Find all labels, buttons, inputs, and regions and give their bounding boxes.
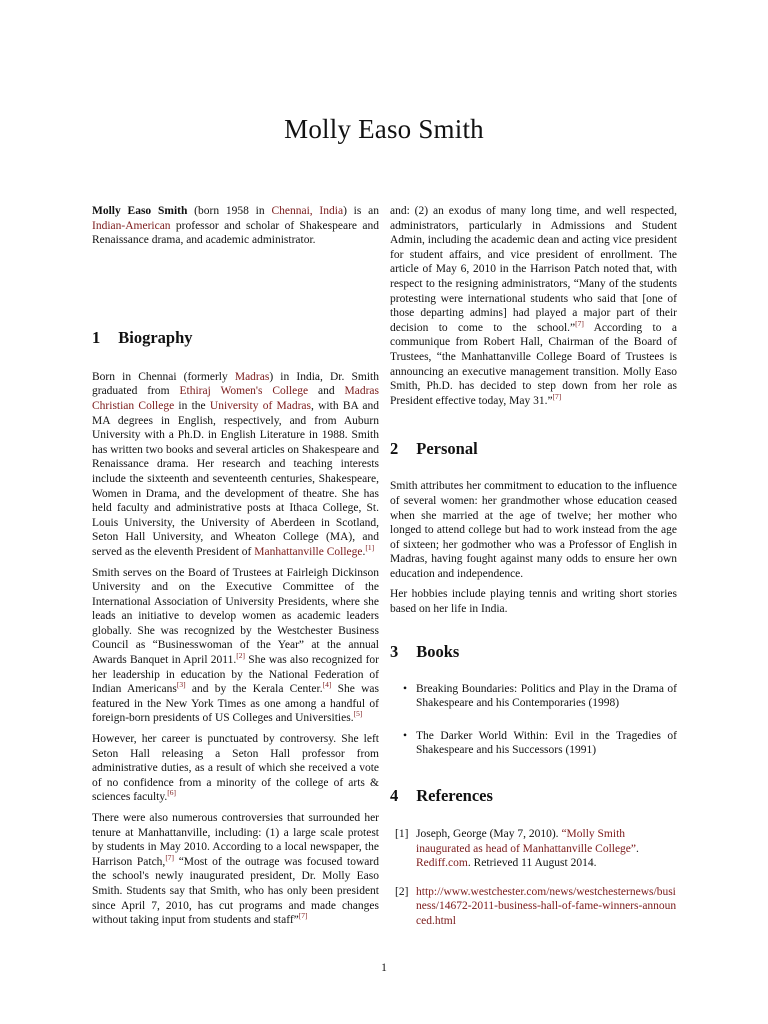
section-title: Biography xyxy=(118,327,193,347)
reference-number: [2] xyxy=(395,885,409,898)
intro-text: ) is an xyxy=(343,205,380,217)
left-column xyxy=(92,204,379,934)
book-title: Breaking Boundaries: Politics and Play in the Drama of Shakespeare and his Contemporaries (1998) xyxy=(416,682,677,710)
section-heading-personal xyxy=(390,439,677,459)
citation-link[interactable]: [1] xyxy=(365,543,375,553)
reference-text: Joseph, George (May 7, 2010). xyxy=(416,828,562,841)
section-number: 4 xyxy=(390,786,399,806)
biography-paragraph-4 xyxy=(92,811,379,928)
intro-text: professor and scholar of Shakespeare and Renaissance drama, and academic administrator. xyxy=(92,219,379,247)
books-list xyxy=(390,682,677,758)
section-number: 3 xyxy=(390,641,399,661)
link-madras-christian-college[interactable]: Madras Christian College xyxy=(92,385,379,412)
intro-text: (born 1958 in xyxy=(187,205,272,217)
paragraph-text: ) in India, Dr. Smith graduated from xyxy=(92,370,379,398)
citation-link[interactable]: [5] xyxy=(353,709,363,719)
section-title: References xyxy=(416,786,493,806)
page-title: Molly Easo Smith xyxy=(284,114,484,144)
book-item xyxy=(390,682,677,711)
citation-link[interactable]: [7] xyxy=(165,852,175,862)
reference-url-link[interactable]: http://www.westchester.com/news/westchesternews/business/14672-2011-business-hall-of-fame-winners-announced.html xyxy=(416,885,677,927)
paragraph-text: She was also recognized for her leadership in education by the National Federation of Indian Americans xyxy=(92,654,380,696)
paragraph-text: According to a communique from Robert Hall, Chairman of the Board of Trustees, “the Manhattanville College Board of Trustees is announcing an executive management transition. Molly Easo Smith, Ph.D. has decided to step down from her role as President effective today, May 31.” xyxy=(390,321,677,407)
section-heading-books xyxy=(390,642,677,662)
paragraph-text: Born in Chennai (formerly xyxy=(92,370,235,383)
reference-item xyxy=(390,885,677,929)
right-column xyxy=(390,204,677,943)
citation-link[interactable]: [2] xyxy=(236,651,246,661)
paragraph-text: . xyxy=(362,545,366,558)
paragraph-text: and by the Kerala Center. xyxy=(185,683,323,696)
biography-paragraph-2 xyxy=(92,566,379,727)
paragraph-text: She was featured in the New York Times as one among a handful of foreign-born presidents of US Colleges and Universities. xyxy=(92,683,379,725)
paragraph-text: There were also numerous controversies that surrounded her tenure at Manhattanville, including: (1) a large scale protest by students in May 2010. According to a local newspaper, the Harrison Patch, xyxy=(92,812,379,868)
paragraph-text: , with BA and MA degrees in English, respectively, and from Auburn University with a Ph.D. in English Literature in 1988. Smith has written two books and several articles on Shakespeare and Renaissance drama. Her research and teaching interests include the sixteenth and seventeenth centuries, Shakespeare, Women in Drama, and the development of theatre. She has held faculty and administrative posts at Ithaca College, St. Louis University, the University of Aberdeen in Scotland, Seton Hall University, and Wheaton College (MA), and served as the eleventh President of xyxy=(92,399,380,558)
paragraph-text: However, her career is punctuated by controversy. She left Seton Hall releasing a Seton Hall professor from administrative duties, as a result of which she received a vote of no confidence from a minority of the college of arts & sciences faculty. xyxy=(92,733,379,804)
paragraph-text: and xyxy=(308,385,345,398)
subject-name: Molly Easo Smith xyxy=(92,205,188,217)
intro-paragraph xyxy=(92,204,379,248)
link-chennai-india[interactable]: Chennai, India xyxy=(271,205,344,217)
paragraph-text: in the xyxy=(174,399,210,412)
personal-paragraph-2: Her hobbies include playing tennis and writing short stories based on her life in India. xyxy=(390,588,677,616)
link-manhattanville-college[interactable]: Manhattanville College xyxy=(254,545,363,558)
reference-site-link[interactable]: Rediff.com xyxy=(416,857,468,870)
book-title: The Darker World Within: Evil in the Tragedies of Shakespeare and his Successors (1991) xyxy=(416,729,677,757)
bullet-icon: • xyxy=(403,729,408,742)
reference-text: . xyxy=(636,842,639,855)
citation-link[interactable]: [3] xyxy=(176,680,186,690)
biography-paragraph-3 xyxy=(92,732,379,805)
citation-link[interactable]: [7] xyxy=(552,391,562,401)
link-indian-american[interactable]: Indian-American xyxy=(92,219,171,232)
biography-paragraph-1 xyxy=(92,370,379,560)
biography-paragraph-4-continued-text xyxy=(390,204,677,408)
reference-item xyxy=(390,827,677,871)
section-title: Books xyxy=(416,641,460,661)
biography-paragraph-4-continued xyxy=(390,204,677,408)
page-number: 1 xyxy=(381,962,387,974)
section-number: 2 xyxy=(390,439,399,459)
personal-paragraph-1: Smith attributes her commitment to education to the influence of several women: her grandmother whose education ceased when she married at the age of twelve; her mother who longed to attend college but had to work instead from the age of sixteen; her godmother who was a Professor of English in Madras, having fought against many odds to ensure her own education and independence. xyxy=(390,480,677,580)
citation-link[interactable]: [6] xyxy=(167,788,176,798)
paragraph-text: “Most of the outrage was focused toward the school's newly inaugurated president, Dr. Molly Easo Smith. Students say that Smith, who has only been president since April 7, 2010, has cut programs and made changes without taking input from students and staff” xyxy=(92,855,379,927)
citation-link[interactable]: [7] xyxy=(298,911,308,921)
section-title: Personal xyxy=(416,439,478,459)
book-item xyxy=(390,729,677,758)
paragraph-text: Smith serves on the Board of Trustees at Fairleigh Dickinson University and on the Executive Committee of the International Association of University Presidents, where she leads an initiative to develop women as academic leaders globally. She was recognized by the Westchester Business Council as “Businesswoman of the Year” at the annual Awards Banquet in April 2011. xyxy=(92,566,379,667)
section-heading-references xyxy=(390,786,677,806)
link-madras[interactable]: Madras xyxy=(234,370,270,383)
bullet-icon: • xyxy=(403,682,408,695)
citation-link[interactable]: [4] xyxy=(322,680,332,690)
paragraph-text: and: (2) an exodus of many long time, and well respected, administrators, particularly in Admissions and Student Admin, including the academic dean and acting vice president for student affairs, and vice president of enrollment. The article of May 6, 2010 in the Harrison Patch noted that, with respect to the resigning administrators, “Many of the students protesting were international students who said that [one of those departing admins] had played a major part of their decision to come to the school.” xyxy=(390,205,677,334)
section-heading-biography xyxy=(92,328,379,348)
section-number: 1 xyxy=(92,327,101,347)
reference-number: [1] xyxy=(395,828,409,841)
reference-link[interactable]: “Molly Smith inaugurated as head of Manhattanville College” xyxy=(416,828,637,855)
references-list xyxy=(390,827,677,929)
link-ethiraj-womens-college[interactable]: Ethiraj Women's College xyxy=(179,385,309,398)
citation-link[interactable]: [7] xyxy=(575,318,584,328)
reference-text: . Retrieved 11 August 2014. xyxy=(467,857,597,870)
link-university-of-madras[interactable]: University of Madras xyxy=(209,399,312,412)
